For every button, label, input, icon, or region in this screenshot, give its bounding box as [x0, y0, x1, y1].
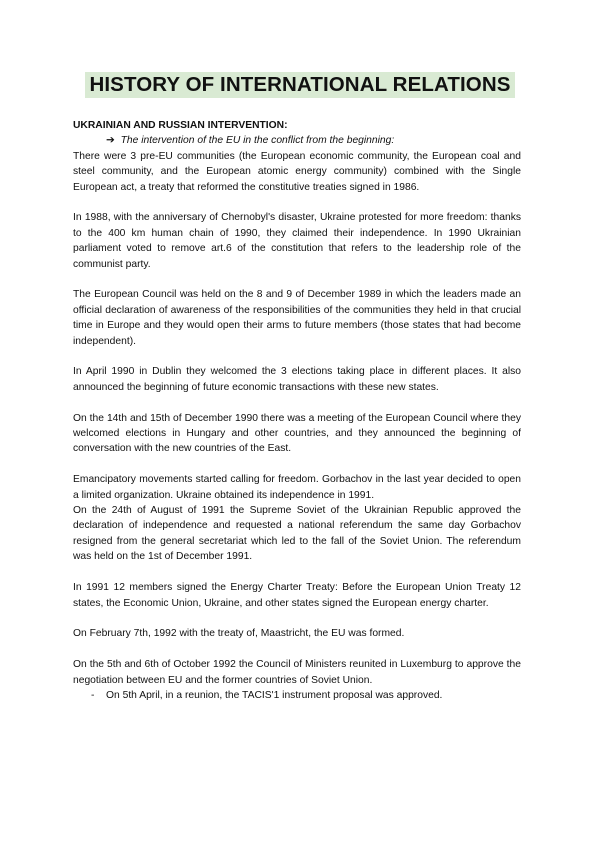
dash-bullet-icon: -: [91, 689, 95, 701]
arrow-bullet-item: [106, 133, 521, 148]
paragraph-gap: [73, 565, 521, 580]
document-body: [73, 118, 521, 703]
section-heading: UKRAINIAN AND RUSSIAN INTERVENTION:: [73, 120, 288, 131]
paragraph: In April 1990 in Dublin they welcomed the 3 elections taking place in different places. It also announced the beginning of future economic transactions with these new states.: [73, 366, 521, 393]
paragraph: In 1988, with the anniversary of Chernobyl's disaster, Ukraine protested for more freedom: thanks to the 400 km human chain of 1990, they claimed their independence. In 1990 Ukrainian parliament voted to remove art.6 of the constitution that refers to the leadership role of the communist party.: [73, 212, 521, 270]
paragraph-gap: [73, 195, 521, 210]
paragraph: Emancipatory movements started calling for freedom. Gorbachov in the last year decided to open a limited organization. Ukraine obtained its independence in 1991.: [73, 474, 521, 501]
dash-bullet-text: On 5th April, in a reunion, the TACIS'1 instrument proposal was approved.: [106, 689, 443, 701]
paragraph: The European Council was held on the 8 and 9 of December 1989 in which the leaders made an official declaration of awareness of the responsibilities of the communities they held in that crucial time in Europe and they would open their arms to future members (those states that had become independent).: [73, 289, 521, 347]
paragraph: On the 5th and 6th of October 1992 the Council of Ministers reunited in Luxemburg to approve the negotiation between EU and the former countries of Soviet Union.: [73, 659, 521, 686]
document-title: HISTORY OF INTERNATIONAL RELATIONS: [85, 72, 514, 98]
paragraph: On the 24th of August of 1991 the Supreme Soviet of the Ukrainian Republic approved the declaration of independence and requested a national referendum the same day Gorbachov resigned from the general secretariat which led to the fall of the Soviet Union. The referendum was held on the 1st of December 1991.: [73, 505, 521, 563]
paragraph: On the 14th and 15th of December 1990 there was a meeting of the European Council where they welcomed elections in Hungary and other countries, and they announced the beginning of conversation with the new countries of the East.: [73, 412, 521, 455]
paragraph: On February 7th, 1992 with the treaty of, Maastricht, the EU was formed.: [73, 628, 405, 640]
paragraph-gap: [73, 457, 521, 472]
paragraph: There were 3 pre-EU communities (the European economic community, the European coal and steel community, and the European atomic energy community) combined with the Single European act, a treaty that reformed the constitutive treaties signed in 1986.: [73, 150, 521, 193]
paragraph: In 1991 12 members signed the Energy Charter Treaty: Before the European Union Treaty 12 states, the Economic Union, Ukraine, and other states signed the European energy charter.: [73, 582, 521, 609]
paragraph-gap: [73, 611, 521, 626]
arrow-right-icon: ➔: [106, 135, 115, 147]
paragraph-gap: [73, 642, 521, 657]
document-title-wrap: [0, 72, 600, 98]
arrow-bullet-text: The intervention of the EU in the conflict from the beginning:: [120, 135, 395, 147]
dash-bullet-item: [91, 688, 521, 703]
paragraph-gap: [73, 272, 521, 287]
paragraph-gap: [73, 395, 521, 410]
paragraph-gap: [73, 349, 521, 364]
